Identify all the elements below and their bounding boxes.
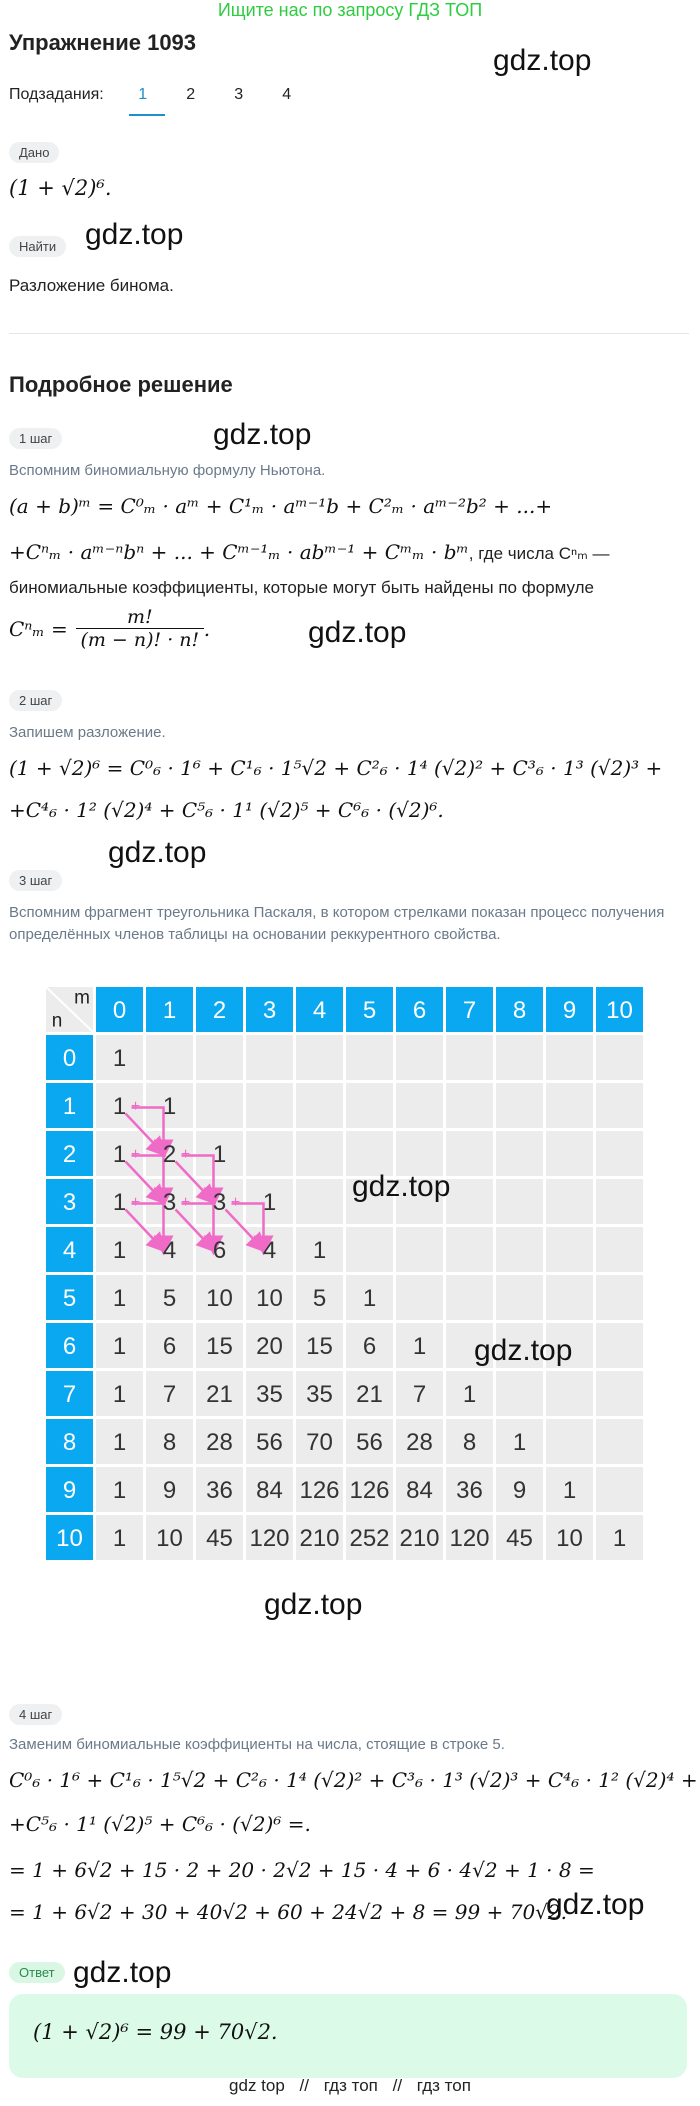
- n-axis-label: n: [51, 1010, 63, 1032]
- table-cell: [596, 1275, 643, 1320]
- row-header-0: 0: [62, 1045, 77, 1072]
- table-cell: [296, 1131, 343, 1176]
- row-header-1: 1: [62, 1093, 77, 1120]
- table-cell-value: 6: [362, 1333, 377, 1360]
- table-cell-value: 1: [112, 1189, 127, 1216]
- table-cell: [446, 1131, 493, 1176]
- plus-sign: +: [130, 1098, 141, 1115]
- step-1-line-2-math: +Cⁿₘ · aᵐ⁻ⁿbⁿ + ... + Cᵐ⁻¹ₘ · abᵐ⁻¹ + Cᵐₘ · bᵐ: [9, 540, 469, 564]
- watermark: gdz.top: [493, 44, 592, 77]
- step-1-tag: 1 шаг: [9, 428, 62, 449]
- formula-numerator: m!: [126, 606, 153, 628]
- step-1-caption: Вспомним биномиальную формулу Ньютона.: [9, 462, 326, 479]
- table-cell: [596, 1323, 643, 1368]
- step-1-formula: [9, 606, 210, 651]
- table-cell-value: 120: [449, 1525, 490, 1552]
- step-1-line-2: [9, 540, 610, 564]
- table-cell-value: 252: [349, 1525, 390, 1552]
- table-cell-value: 1: [112, 1429, 127, 1456]
- table-cell: [496, 1131, 543, 1176]
- exercise-title: Упражнение 1093: [9, 30, 197, 55]
- table-cell-value: 84: [256, 1477, 283, 1504]
- table-cell-value: 1: [112, 1525, 127, 1552]
- table-cell-value: 1: [512, 1429, 527, 1456]
- table-cell: [296, 1035, 343, 1080]
- watermark: gdz.top: [213, 418, 312, 451]
- step-3-tag: 3 шаг: [9, 870, 62, 891]
- table-cell-value: 56: [256, 1429, 283, 1456]
- column-header-1: 1: [162, 997, 177, 1024]
- table-cell-value: 28: [206, 1429, 233, 1456]
- table-cell: [596, 1083, 643, 1128]
- watermark: gdz.top: [73, 1956, 172, 1989]
- table-cell-value: 36: [456, 1477, 483, 1504]
- watermark: gdz.top: [108, 836, 207, 869]
- table-cell-value: 5: [162, 1285, 177, 1312]
- step-1-line-2-text: , где числа Cⁿₘ —: [468, 544, 610, 563]
- row-header-2: 2: [62, 1141, 77, 1168]
- step-4-caption: Заменим биномиальные коэффициенты на числа, стоящие в строке 5.: [9, 1736, 505, 1753]
- table-cell-value: 10: [206, 1285, 233, 1312]
- table-cell: [396, 1083, 443, 1128]
- table-cell: [546, 1275, 593, 1320]
- column-header-3: 3: [262, 997, 277, 1024]
- table-cell-value: 210: [399, 1525, 440, 1552]
- table-cell-value: 210: [299, 1525, 340, 1552]
- table-cell-value: 1: [312, 1237, 327, 1264]
- plus-sign: +: [180, 1146, 191, 1163]
- table-cell-value: 1: [412, 1333, 427, 1360]
- table-cell-value: 5: [312, 1285, 327, 1312]
- table-cell: [446, 1035, 493, 1080]
- table-cell-value: 45: [206, 1525, 233, 1552]
- column-header-8: 8: [512, 997, 527, 1024]
- table-cell-value: 8: [462, 1429, 477, 1456]
- table-cell-value: 7: [162, 1381, 177, 1408]
- table-cell: [396, 1035, 443, 1080]
- table-cell-value: 1: [212, 1141, 227, 1168]
- pascal-triangle-table: [0, 980, 700, 1600]
- watermark: gdz.top: [264, 1588, 363, 1621]
- subtask-tab-1[interactable]: 1: [138, 86, 148, 103]
- table-cell: [196, 1083, 243, 1128]
- table-cell-value: 120: [249, 1525, 290, 1552]
- plus-sign: +: [180, 1194, 191, 1211]
- formula-fraction: [76, 606, 204, 651]
- table-cell: [246, 1131, 293, 1176]
- row-header-6: 6: [62, 1333, 77, 1360]
- table-cell-value: 10: [156, 1525, 183, 1552]
- answer-math: (1 + √2)⁶ = 99 + 70√2.: [33, 2020, 278, 2044]
- table-cell-value: 3: [212, 1189, 227, 1216]
- step-4-line-4: = 1 + 6√2 + 30 + 40√2 + 60 + 24√2 + 8 = 99 + 70√2.: [9, 1900, 567, 1924]
- table-cell-value: 6: [212, 1237, 227, 1264]
- row-header-7: 7: [62, 1381, 77, 1408]
- table-cell: [596, 1419, 643, 1464]
- footer-separator: //: [392, 2076, 403, 2095]
- table-cell-value: 1: [362, 1285, 377, 1312]
- table-cell-value: 15: [306, 1333, 333, 1360]
- table-cell-value: 1: [112, 1285, 127, 1312]
- table-cell: [346, 1083, 393, 1128]
- step-1-line-3: биномиальные коэффициенты, которые могут быть найдены по формуле: [9, 578, 595, 597]
- subtasks-label: Подзадания:: [9, 86, 104, 103]
- table-cell: [446, 1179, 493, 1224]
- table-cell-value: 2: [162, 1141, 177, 1168]
- table-cell: [596, 1131, 643, 1176]
- table-cell: [346, 1035, 393, 1080]
- table-cell-value: 45: [506, 1525, 533, 1552]
- plus-sign: +: [130, 1146, 141, 1163]
- table-cell-value: 7: [412, 1381, 427, 1408]
- step-1-line-1: (a + b)ᵐ = C⁰ₘ · aᵐ + C¹ₘ · aᵐ⁻¹b + C²ₘ · aᵐ⁻²b² + ...+: [9, 494, 553, 518]
- table-cell-value: 6: [162, 1333, 177, 1360]
- footer-link-3[interactable]: гдз топ: [416, 2076, 471, 2095]
- table-cell: [596, 1035, 643, 1080]
- table-cell-value: 9: [162, 1477, 177, 1504]
- watermark: gdz.top: [352, 1170, 451, 1203]
- table-cell: [146, 1035, 193, 1080]
- watermark: gdz.top: [546, 1888, 645, 1921]
- find-tag: Найти: [9, 236, 66, 257]
- table-cell-value: 9: [512, 1477, 527, 1504]
- row-header-4: 4: [62, 1237, 77, 1264]
- table-cell-value: 1: [112, 1237, 127, 1264]
- table-cell-value: 3: [162, 1189, 177, 1216]
- watermark: gdz.top: [85, 218, 184, 251]
- answer-tag: Ответ: [9, 1962, 65, 1983]
- step-4-tag: 4 шаг: [9, 1704, 62, 1725]
- table-cell: [546, 1371, 593, 1416]
- table-cell: [596, 1179, 643, 1224]
- table-cell: [546, 1179, 593, 1224]
- table-cell: [496, 1371, 543, 1416]
- table-cell-value: 36: [206, 1477, 233, 1504]
- watermark: gdz.top: [308, 616, 407, 649]
- step-2-tag: 2 шаг: [9, 690, 62, 711]
- table-cell: [496, 1083, 543, 1128]
- table-cell-value: 28: [406, 1429, 433, 1456]
- given-math: (1 + √2)⁶.: [9, 176, 112, 200]
- table-cell-value: 4: [162, 1237, 177, 1264]
- table-cell: [496, 1227, 543, 1272]
- step-4-line-1: C⁰₆ · 1⁶ + C¹₆ · 1⁵√2 + C²₆ · 1⁴ (√2)² + C³₆ · 1³ (√2)³ + C⁴₆ · 1² (√2)⁴ +: [9, 1768, 698, 1792]
- table-cell-value: 21: [206, 1381, 233, 1408]
- table-cell: [246, 1035, 293, 1080]
- footer-links: [0, 2076, 700, 2096]
- table-cell-value: 15: [206, 1333, 233, 1360]
- table-cell-value: 1: [562, 1477, 577, 1504]
- given-tag: Дано: [9, 142, 59, 163]
- subtask-tab-2[interactable]: 2: [186, 86, 196, 103]
- table-cell-value: 35: [256, 1381, 283, 1408]
- table-cell-value: 10: [556, 1525, 583, 1552]
- step-2-line-2: +C⁴₆ · 1² (√2)⁴ + C⁵₆ · 1¹ (√2)⁵ + C⁶₆ · (√2)⁶.: [9, 798, 444, 822]
- column-header-0: 0: [112, 997, 127, 1024]
- table-cell-value: 1: [112, 1333, 127, 1360]
- subtask-tab-3[interactable]: 3: [234, 86, 244, 103]
- step-4-line-3: = 1 + 6√2 + 15 · 2 + 20 · 2√2 + 15 · 4 + 6 · 4√2 + 1 · 8 =: [9, 1858, 595, 1882]
- step-4-line-2: +C⁵₆ · 1¹ (√2)⁵ + C⁶₆ · (√2)⁶ =.: [9, 1812, 311, 1836]
- formula-denominator: (m − n)! · n!: [80, 629, 200, 651]
- period: .: [203, 616, 211, 641]
- table-cell-value: 8: [162, 1429, 177, 1456]
- column-header-7: 7: [462, 997, 477, 1024]
- row-header-9: 9: [62, 1477, 77, 1504]
- footer-link-1[interactable]: gdz top: [229, 2076, 285, 2095]
- table-cell: [296, 1083, 343, 1128]
- row-header-3: 3: [62, 1189, 77, 1216]
- table-cell: [546, 1419, 593, 1464]
- plus-sign: +: [130, 1194, 141, 1211]
- table-cell: [196, 1035, 243, 1080]
- plus-sign: +: [230, 1194, 241, 1211]
- table-cell: [546, 1035, 593, 1080]
- column-header-10: 10: [606, 997, 633, 1024]
- watermark: gdz.top: [474, 1334, 573, 1367]
- table-cell: [396, 1227, 443, 1272]
- table-cell-value: 4: [262, 1237, 277, 1264]
- table-cell: [546, 1083, 593, 1128]
- formula-left: Cⁿₘ =: [9, 616, 68, 641]
- table-cell-value: 20: [256, 1333, 283, 1360]
- column-header-5: 5: [362, 997, 377, 1024]
- table-cell: [496, 1035, 543, 1080]
- table-cell-value: 1: [112, 1093, 127, 1120]
- table-cell-value: 35: [306, 1381, 333, 1408]
- table-cell-value: 1: [112, 1381, 127, 1408]
- table-cell: [446, 1227, 493, 1272]
- divider: [9, 333, 689, 334]
- m-axis-label: m: [74, 987, 90, 1009]
- table-cell-value: 1: [112, 1141, 127, 1168]
- table-cell: [546, 1131, 593, 1176]
- step-2-line-1: (1 + √2)⁶ = C⁰₆ · 1⁶ + C¹₆ · 1⁵√2 + C²₆ · 1⁴ (√2)² + C³₆ · 1³ (√2)³ +: [9, 756, 663, 780]
- table-cell-value: 126: [299, 1477, 340, 1504]
- search-banner[interactable]: Ищите нас по запросу ГДЗ ТОП: [217, 0, 483, 20]
- solution-heading: Подробное решение: [9, 372, 233, 397]
- footer-separator: //: [299, 2076, 309, 2095]
- subtask-tab-4[interactable]: 4: [282, 86, 292, 103]
- table-cell: [596, 1467, 643, 1512]
- step-2-caption: Запишем разложение.: [9, 724, 166, 741]
- table-cell: [596, 1227, 643, 1272]
- table-cell-value: 56: [356, 1429, 383, 1456]
- table-cell-value: 126: [349, 1477, 390, 1504]
- table-cell-value: 1: [162, 1093, 177, 1120]
- table-cell-value: 70: [306, 1429, 333, 1456]
- table-cell: [446, 1275, 493, 1320]
- active-tab-indicator: [129, 114, 165, 116]
- table-cell-value: 1: [112, 1045, 127, 1072]
- table-cell: [496, 1275, 543, 1320]
- table-cell-value: 1: [262, 1189, 277, 1216]
- column-header-2: 2: [212, 997, 227, 1024]
- table-cell-value: 21: [356, 1381, 383, 1408]
- table-cell: [396, 1275, 443, 1320]
- table-cell: [446, 1083, 493, 1128]
- row-header-5: 5: [62, 1285, 77, 1312]
- table-cell-value: 1: [612, 1525, 627, 1552]
- table-cell: [296, 1179, 343, 1224]
- row-header-10: 10: [56, 1525, 83, 1552]
- subtasks-nav: [9, 86, 296, 104]
- column-header-6: 6: [412, 997, 427, 1024]
- table-cell: [496, 1179, 543, 1224]
- row-header-8: 8: [62, 1429, 77, 1456]
- table-cell: [246, 1083, 293, 1128]
- find-text: Разложение бинома.: [9, 276, 174, 295]
- table-cell-value: 1: [462, 1381, 477, 1408]
- table-cell: [346, 1227, 393, 1272]
- footer-link-2[interactable]: гдз топ: [323, 2076, 378, 2095]
- table-cell-value: 1: [112, 1477, 127, 1504]
- table-cell: [596, 1371, 643, 1416]
- table-cell-value: 10: [256, 1285, 283, 1312]
- column-header-4: 4: [312, 997, 327, 1024]
- table-cell: [546, 1227, 593, 1272]
- table-cell-value: 84: [406, 1477, 433, 1504]
- column-header-9: 9: [562, 997, 577, 1024]
- step-3-caption: Вспомним фрагмент треугольника Паскаля, в котором стрелками показан процесс получения определённых членов таблицы на основании реккурентного свойства.: [9, 904, 665, 943]
